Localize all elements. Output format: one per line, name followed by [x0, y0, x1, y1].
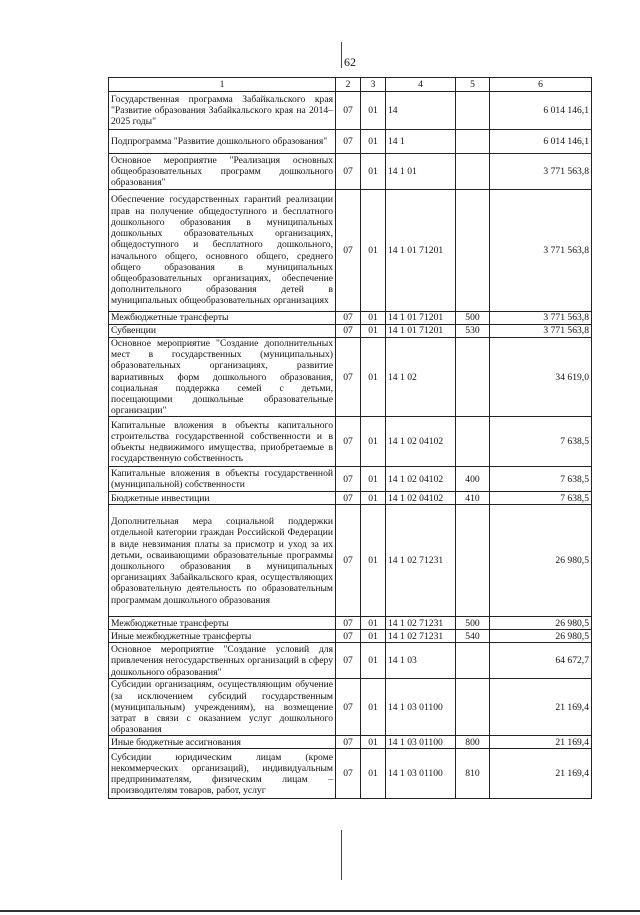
row-section: 07 — [336, 325, 361, 338]
row-code: 14 1 03 01100 — [386, 749, 456, 799]
row-code: 14 1 02 04102 — [386, 467, 456, 492]
row-name: Основное мероприятие "Создание дополнительных мест в государственных (муниципальных) образовательных организациях, развитие вариативных форм дошкольного образования, социальная поддержка семей с детьми, посещающими дошкольные образовательные организации" — [109, 338, 336, 417]
row-name: Основное мероприятие "Создание условий для привлечения негосударственных организаций в сферу дошкольного образования" — [109, 643, 336, 679]
row-expense-type: 400 — [456, 467, 490, 492]
row-amount: 3 771 563,8 — [490, 190, 592, 312]
row-subsection: 01 — [361, 338, 386, 417]
row-amount: 7 638,5 — [490, 417, 592, 467]
row-subsection: 01 — [361, 467, 386, 492]
table-row — [109, 154, 592, 190]
row-name: Капитальные вложения в объекты капитального строительства государственной собственности и в объекты недвижимого имущества, приобретаемые в государственную собственность — [109, 417, 336, 467]
table-row — [109, 749, 592, 799]
row-name: Обеспечение государственных гарантий реализации прав на получение общедоступного и бесплатного дошкольного образования в муниципальных дошкольных образовательных организациях, общедоступного и бесплатного дошкольного, начального общего, основного общего, среднего общего образования в муниципальных общеобразовательных организациях, обеспечение дополнительного образования детей в муниципальных общеобразовательных организациях — [109, 190, 336, 312]
row-subsection: 01 — [361, 505, 386, 617]
page-bottom-edge — [0, 910, 640, 912]
row-amount: 7 638,5 — [490, 467, 592, 492]
row-amount: 7 638,5 — [490, 492, 592, 505]
row-subsection: 01 — [361, 417, 386, 467]
row-expense-type — [456, 92, 490, 130]
budget-table — [108, 77, 592, 799]
row-amount: 3 771 563,8 — [490, 154, 592, 190]
row-code: 14 — [386, 92, 456, 130]
table-row — [109, 643, 592, 679]
row-name: Основное мероприятие "Реализация основных общеобразовательных программ дошкольного образования" — [109, 154, 336, 190]
row-section: 07 — [336, 92, 361, 130]
row-amount: 26 980,5 — [490, 630, 592, 643]
row-code: 14 1 02 04102 — [386, 492, 456, 505]
row-name: Межбюджетные трансферты — [109, 312, 336, 325]
row-subsection: 01 — [361, 617, 386, 630]
row-subsection: 01 — [361, 630, 386, 643]
row-code: 14 1 03 01100 — [386, 736, 456, 749]
row-name: Государственная программа Забайкальского края "Развитие образования Забайкальского края на 2014–2025 годы" — [109, 92, 336, 130]
row-name: Бюджетные инвестиции — [109, 492, 336, 505]
row-amount: 26 980,5 — [490, 505, 592, 617]
table-row — [109, 130, 592, 154]
row-code: 14 1 03 — [386, 643, 456, 679]
table-row — [109, 417, 592, 467]
row-expense-type: 800 — [456, 736, 490, 749]
header-cell: 3 — [361, 78, 386, 92]
row-section: 07 — [336, 679, 361, 736]
row-name: Субвенции — [109, 325, 336, 338]
row-expense-type — [456, 154, 490, 190]
row-subsection: 01 — [361, 325, 386, 338]
row-amount: 21 169,4 — [490, 749, 592, 799]
row-name: Иные межбюджетные трансферты — [109, 630, 336, 643]
row-amount: 21 169,4 — [490, 679, 592, 736]
row-section: 07 — [336, 417, 361, 467]
row-name: Дополнительная мера социальной поддержки отдельной категории граждан Российской Федерации в виде невзимания платы за присмотр и уход за их детьми, осваивающими образовательные программы дошкольного образования в муниципальных организациях Забайкальского края, осуществляющих образовательную деятельность по образовательным программам дошкольного образования — [109, 505, 336, 617]
scan-mark-bottom — [341, 830, 342, 880]
row-subsection: 01 — [361, 492, 386, 505]
row-subsection: 01 — [361, 190, 386, 312]
row-code: 14 1 02 04102 — [386, 417, 456, 467]
row-amount: 26 980,5 — [490, 617, 592, 630]
table-row — [109, 617, 592, 630]
row-subsection: 01 — [361, 679, 386, 736]
scan-mark-top — [341, 42, 342, 68]
row-section: 07 — [336, 736, 361, 749]
row-amount: 21 169,4 — [490, 736, 592, 749]
row-subsection: 01 — [361, 130, 386, 154]
page-number: 62 — [344, 55, 356, 69]
row-expense-type: 410 — [456, 492, 490, 505]
row-code: 14 1 02 — [386, 338, 456, 417]
row-subsection: 01 — [361, 749, 386, 799]
table-row — [109, 630, 592, 643]
row-section: 07 — [336, 505, 361, 617]
row-section: 07 — [336, 467, 361, 492]
table-row — [109, 190, 592, 312]
header-cell: 4 — [386, 78, 456, 92]
row-subsection: 01 — [361, 92, 386, 130]
row-expense-type — [456, 505, 490, 617]
row-name: Иные бюджетные ассигнования — [109, 736, 336, 749]
row-section: 07 — [336, 643, 361, 679]
row-section: 07 — [336, 312, 361, 325]
table-row — [109, 338, 592, 417]
row-expense-type — [456, 643, 490, 679]
row-expense-type — [456, 338, 490, 417]
row-amount: 34 619,0 — [490, 338, 592, 417]
table-row — [109, 492, 592, 505]
row-section: 07 — [336, 492, 361, 505]
row-code: 14 1 02 71231 — [386, 505, 456, 617]
row-name: Капитальные вложения в объекты государственной (муниципальной) собственности — [109, 467, 336, 492]
row-section: 07 — [336, 338, 361, 417]
row-expense-type — [456, 679, 490, 736]
row-code: 14 1 03 01100 — [386, 679, 456, 736]
row-expense-type: 540 — [456, 630, 490, 643]
row-section: 07 — [336, 749, 361, 799]
row-expense-type — [456, 417, 490, 467]
row-amount: 6 014 146,1 — [490, 130, 592, 154]
table-row — [109, 312, 592, 325]
row-section: 07 — [336, 630, 361, 643]
header-row — [109, 78, 592, 92]
row-name: Субсидии юридическим лицам (кроме некоммерческих организаций), индивидуальным предпринимателям, физическим лицам – производителям товаров, работ, услуг — [109, 749, 336, 799]
row-code: 14 1 02 71231 — [386, 617, 456, 630]
row-name: Подпрограмма "Развитие дошкольного образования" — [109, 130, 336, 154]
row-code: 14 1 01 — [386, 154, 456, 190]
row-code: 14 1 01 71201 — [386, 190, 456, 312]
row-amount: 64 672,7 — [490, 643, 592, 679]
table-row — [109, 325, 592, 338]
row-section: 07 — [336, 190, 361, 312]
row-subsection: 01 — [361, 643, 386, 679]
table-row — [109, 679, 592, 736]
row-name: Межбюджетные трансферты — [109, 617, 336, 630]
row-expense-type — [456, 130, 490, 154]
row-section: 07 — [336, 130, 361, 154]
table-row — [109, 505, 592, 617]
row-expense-type: 500 — [456, 617, 490, 630]
row-code: 14 1 01 71201 — [386, 312, 456, 325]
row-name: Субсидии организациям, осуществляющим обучение (за исключением субсидий государственным (муниципальным) учреждениям), на возмещение затрат в связи с оказанием услуг дошкольного образования — [109, 679, 336, 736]
row-expense-type: 810 — [456, 749, 490, 799]
row-amount: 6 014 146,1 — [490, 92, 592, 130]
header-cell: 2 — [336, 78, 361, 92]
row-expense-type: 500 — [456, 312, 490, 325]
row-section: 07 — [336, 154, 361, 190]
table-row — [109, 92, 592, 130]
header-cell: 6 — [490, 78, 592, 92]
row-expense-type: 530 — [456, 325, 490, 338]
row-subsection: 01 — [361, 312, 386, 325]
table-row — [109, 467, 592, 492]
table-row — [109, 736, 592, 749]
row-subsection: 01 — [361, 154, 386, 190]
header-cell: 1 — [109, 78, 336, 92]
row-expense-type — [456, 190, 490, 312]
row-section: 07 — [336, 617, 361, 630]
row-code: 14 1 — [386, 130, 456, 154]
row-code: 14 1 02 71231 — [386, 630, 456, 643]
row-code: 14 1 01 71201 — [386, 325, 456, 338]
row-amount: 3 771 563,8 — [490, 312, 592, 325]
row-subsection: 01 — [361, 736, 386, 749]
row-amount: 3 771 563,8 — [490, 325, 592, 338]
header-cell: 5 — [456, 78, 490, 92]
